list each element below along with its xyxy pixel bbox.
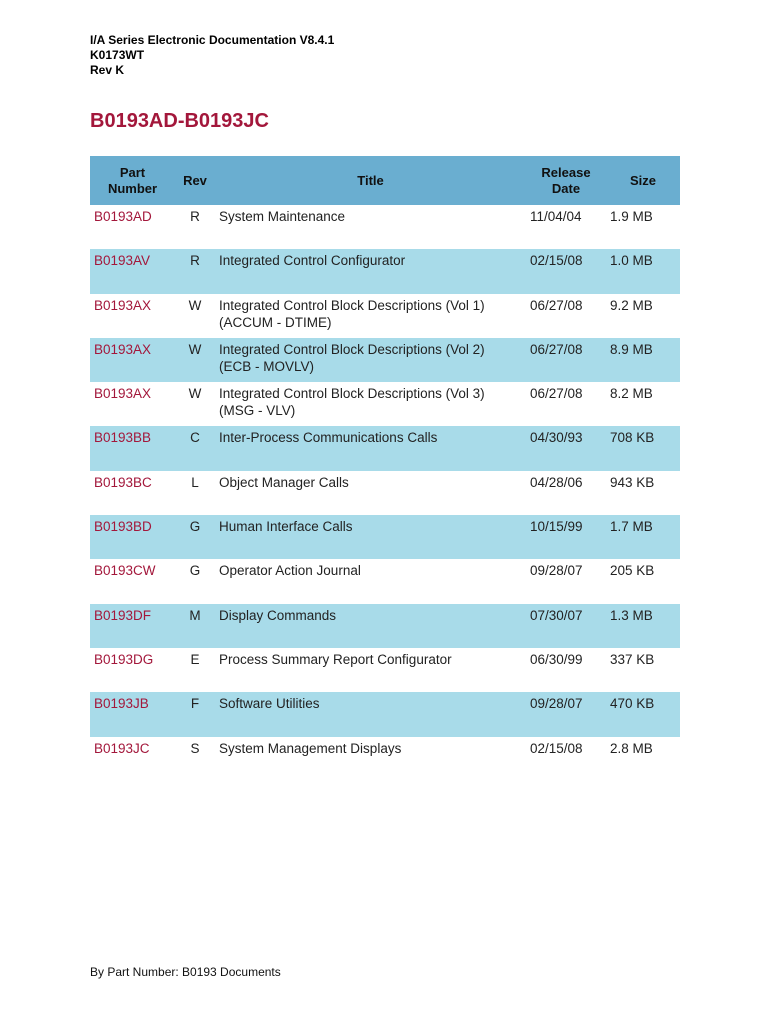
cell-title: [215, 382, 526, 426]
table-row: [90, 294, 680, 338]
part-number-link[interactable]: B0193AX: [94, 297, 152, 313]
cell-size: 1.0 MB: [610, 253, 653, 269]
cell-rev: R: [190, 209, 200, 224]
table-row: [90, 382, 680, 426]
cell-size: 1.3 MB: [610, 607, 653, 623]
table-row: [90, 737, 680, 781]
cell-rev: W: [188, 297, 202, 313]
column-header-title: Title: [357, 172, 384, 188]
cell-rev: F: [190, 696, 200, 712]
cell-release-date: 06/30/99: [530, 651, 583, 667]
cell-size: 8.2 MB: [610, 386, 653, 402]
cell-release-date: 10/15/99: [530, 519, 583, 535]
part-number-link[interactable]: B0193DF: [94, 607, 152, 623]
cell-release-date: 02/15/08: [530, 740, 583, 756]
title-subline: (ECB - MOVLV): [219, 358, 315, 374]
title-line: Process Summary Report Configurator: [219, 651, 452, 667]
cell-part-number: [90, 205, 175, 249]
cell-part-number: [90, 692, 175, 736]
cell-rev: M: [189, 607, 201, 623]
cell-part-number: [90, 294, 175, 338]
cell-release-date: 04/28/06: [530, 474, 583, 490]
part-number-link[interactable]: B0193JB: [94, 696, 149, 712]
column-header-part-number: Part Number: [107, 164, 158, 196]
cell-part-number: [90, 515, 175, 559]
column-header-release-date: Release Date: [541, 164, 591, 196]
title-line: Integrated Control Block Descriptions (Vol 2): [219, 341, 485, 357]
cell-rev: L: [191, 474, 199, 490]
cell-title: [215, 426, 526, 470]
cell-release-date: 07/30/07: [530, 607, 583, 623]
table-row: [90, 604, 680, 648]
cell-title: [215, 559, 526, 603]
cell-title: [215, 338, 526, 382]
cell-rev: W: [188, 386, 202, 402]
cell-release-date: 06/27/08: [530, 386, 583, 402]
title-line: Operator Action Journal: [219, 563, 361, 579]
cell-size: 9.2 MB: [610, 297, 653, 313]
cell-rev: W: [188, 341, 202, 357]
title-subline: (MSG - VLV): [219, 403, 296, 419]
title-line: System Maintenance: [219, 209, 346, 224]
table-row: [90, 471, 680, 515]
cell-size: 943 KB: [610, 474, 655, 490]
table-header-row: [90, 156, 680, 205]
cell-title: [215, 737, 526, 781]
cell-part-number: [90, 604, 175, 648]
table-row: [90, 515, 680, 559]
title-line: Integrated Control Block Descriptions (Vol 1): [219, 297, 485, 313]
table-row: [90, 692, 680, 736]
cell-part-number: [90, 382, 175, 426]
table-row: [90, 559, 680, 603]
documents-table: [90, 156, 680, 781]
cell-title: [215, 692, 526, 736]
cell-size: 8.9 MB: [610, 341, 653, 357]
cell-size: 708 KB: [610, 430, 655, 446]
cell-title: [215, 205, 526, 249]
cell-part-number: [90, 249, 175, 293]
cell-release-date: 06/27/08: [530, 297, 583, 313]
cell-rev: S: [190, 740, 200, 756]
title-line: Human Interface Calls: [219, 519, 353, 535]
title-line: Integrated Control Configurator: [219, 253, 406, 269]
part-number-link[interactable]: B0193AV: [94, 253, 151, 269]
part-number-link[interactable]: B0193AD: [94, 209, 152, 224]
cell-part-number: [90, 471, 175, 515]
part-number-link[interactable]: B0193AX: [94, 341, 152, 357]
table-body: [90, 205, 680, 781]
cell-title: [215, 249, 526, 293]
header-doc-number: K0173WT: [90, 48, 145, 62]
title-line: Integrated Control Block Descriptions (Vol 3): [219, 386, 485, 402]
header-revision: Rev K: [90, 63, 125, 77]
cell-rev: G: [189, 519, 201, 535]
cell-release-date: 09/28/07: [530, 696, 583, 712]
cell-size: 1.7 MB: [610, 519, 653, 535]
page-title: B0193AD-B0193JC: [90, 110, 269, 132]
cell-part-number: [90, 648, 175, 692]
cell-size: 205 KB: [610, 563, 655, 579]
cell-title: [215, 471, 526, 515]
column-header-rev: Rev: [183, 172, 207, 188]
cell-title: [215, 294, 526, 338]
part-number-link[interactable]: B0193BC: [94, 474, 152, 490]
cell-release-date: 06/27/08: [530, 341, 583, 357]
table-row: [90, 205, 680, 249]
header-product-line: I/A Series Electronic Documentation V8.4.1: [90, 33, 335, 47]
cell-release-date: 11/04/04: [530, 209, 582, 224]
page-footer: By Part Number: B0193 Documents: [90, 965, 281, 979]
cell-release-date: 09/28/07: [530, 563, 583, 579]
table-row: [90, 426, 680, 470]
cell-title: [215, 515, 526, 559]
cell-rev: E: [190, 651, 200, 667]
part-number-link[interactable]: B0193DG: [94, 651, 154, 667]
document-header: [90, 33, 334, 78]
cell-part-number: [90, 338, 175, 382]
table-row: [90, 249, 680, 293]
cell-part-number: [90, 737, 175, 781]
part-number-link[interactable]: B0193BB: [94, 430, 152, 446]
title-line: Display Commands: [219, 607, 337, 623]
part-number-link[interactable]: B0193BD: [94, 519, 152, 535]
part-number-link[interactable]: B0193AX: [94, 386, 152, 402]
part-number-link[interactable]: B0193JC: [94, 740, 150, 756]
cell-rev: C: [190, 430, 200, 446]
table-row: [90, 338, 680, 382]
cell-release-date: 02/15/08: [530, 253, 583, 269]
cell-release-date: 04/30/93: [530, 430, 583, 446]
cell-size: 1.9 MB: [610, 209, 653, 224]
column-header-size: Size: [629, 172, 656, 188]
cell-title: [215, 648, 526, 692]
cell-size: 337 KB: [610, 651, 655, 667]
title-line: Object Manager Calls: [219, 474, 349, 490]
cell-part-number: [90, 426, 175, 470]
title-line: System Management Displays: [219, 740, 402, 756]
title-line: Inter-Process Communications Calls: [219, 430, 438, 446]
cell-title: [215, 604, 526, 648]
title-line: Software Utilities: [219, 696, 320, 712]
title-subline: (ACCUM - DTIME): [219, 314, 332, 330]
cell-size: 2.8 MB: [610, 740, 653, 756]
cell-part-number: [90, 559, 175, 603]
part-number-link[interactable]: B0193CW: [94, 563, 156, 579]
table-row: [90, 648, 680, 692]
cell-rev: R: [190, 253, 200, 269]
cell-rev: G: [189, 563, 201, 579]
cell-size: 470 KB: [610, 696, 655, 712]
